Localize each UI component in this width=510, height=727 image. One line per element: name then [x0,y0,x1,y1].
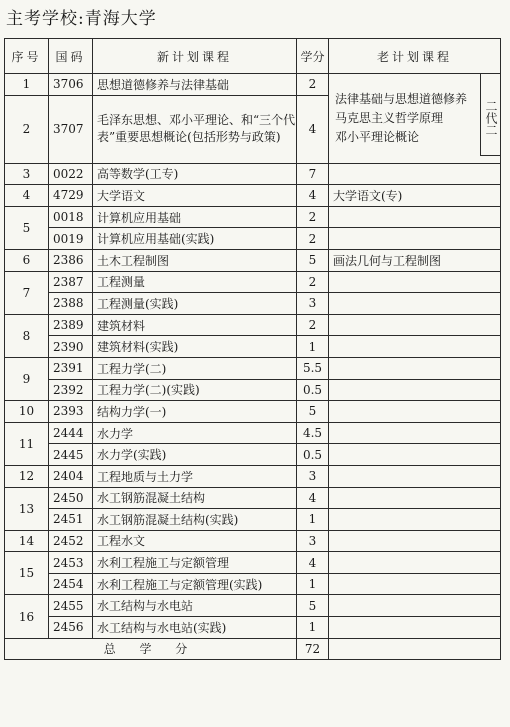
cell-course: 水工钢筋混凝土结构 [93,487,297,509]
cell-credit: 3 [297,530,329,552]
cell-course: 工程水文 [93,530,297,552]
cell-course: 水工结构与水电站(实践) [93,617,297,639]
table-row [5,530,501,552]
cell-code: 2452 [49,530,93,552]
cell-credit: 3 [297,293,329,315]
cell-code: 2389 [49,314,93,336]
cell-course: 水力学(实践) [93,444,297,466]
table-row [5,617,501,639]
cell-credit: 2 [297,314,329,336]
cell-course: 结构力学(一) [93,401,297,423]
cell-seq: 9 [5,357,49,400]
table-row [5,271,501,293]
cell-code: 2444 [49,422,93,444]
cell-old-course [329,228,501,250]
cell-old-course-group [329,74,501,164]
old-course-line: 邓小平理论概论 [335,130,420,144]
table-row [5,228,501,250]
cell-credit: 1 [297,509,329,531]
total-row [5,638,501,660]
table-row [5,163,501,185]
cell-course: 土木工程制图 [93,249,297,271]
cell-code: 2387 [49,271,93,293]
header-old-course: 老计划课程 [329,39,501,74]
cell-seq: 10 [5,401,49,423]
cell-course: 水力学 [93,422,297,444]
cell-code: 2455 [49,595,93,617]
cell-credit: 0.5 [297,379,329,401]
header-code: 国码 [49,39,93,74]
table-row [5,293,501,315]
table-row [5,422,501,444]
cell-old-course [329,163,501,185]
table-row [5,314,501,336]
cell-course: 高等数学(工专) [93,163,297,185]
cell-old-course [329,552,501,574]
cell-code: 0018 [49,206,93,228]
total-credits-label: 总 学 分 [5,638,297,660]
table-row [5,206,501,228]
cell-credit: 5 [297,249,329,271]
cell-course: 建筑材料 [93,314,297,336]
table-row [5,552,501,574]
cell-course: 水利工程施工与定额管理(实践) [93,573,297,595]
cell-seq: 14 [5,530,49,552]
cell-course: 工程测量 [93,271,297,293]
cell-code: 2456 [49,617,93,639]
cell-seq: 8 [5,314,49,357]
table-header-row [5,39,501,74]
table-row [5,509,501,531]
cell-seq: 7 [5,271,49,314]
cell-credit: 4 [297,95,329,163]
cell-seq: 3 [5,163,49,185]
cell-course: 水利工程施工与定额管理 [93,552,297,574]
cell-old-course [329,573,501,595]
cell-seq: 16 [5,595,49,638]
cell-credit: 4 [297,552,329,574]
old-course-line: 马克思主义哲学原理 [335,111,444,125]
cell-course: 工程力学(二)(实践) [93,379,297,401]
cell-code: 2393 [49,401,93,423]
cell-old-course [329,422,501,444]
cell-code: 2388 [49,293,93,315]
cell-old-course [329,271,501,293]
cell-old-course [329,401,501,423]
total-credits-value: 72 [297,638,329,660]
cell-seq: 6 [5,249,49,271]
cell-course: 毛泽东思想、邓小平理论、和“三个代表”重要思想概论(包括形势与政策) [93,95,297,163]
header-new-course: 新计划课程 [93,39,297,74]
table-row [5,336,501,358]
table-row [5,487,501,509]
cell-old-course [329,206,501,228]
cell-credit: 4 [297,185,329,207]
header-seq: 序号 [5,39,49,74]
cell-seq: 12 [5,465,49,487]
cell-course: 大学语文 [93,185,297,207]
cell-code: 0019 [49,228,93,250]
cell-credit: 4 [297,487,329,509]
cell-old-course [329,530,501,552]
cell-course: 工程力学(二) [93,357,297,379]
table-row [5,465,501,487]
cell-credit: 7 [297,163,329,185]
cell-old-course [329,444,501,466]
cell-old-course [329,638,501,660]
table-row [5,74,501,96]
cell-course: 水工钢筋混凝土结构(实践) [93,509,297,531]
cell-code: 0022 [49,163,93,185]
cell-code: 2454 [49,573,93,595]
cell-credit: 3 [297,465,329,487]
table-row [5,357,501,379]
cell-code: 3707 [49,95,93,163]
cell-old-course [329,595,501,617]
cell-credit: 1 [297,617,329,639]
cell-credit: 5 [297,401,329,423]
old-course-side-note: 二代二 [480,74,500,156]
cell-code: 2404 [49,465,93,487]
cell-code: 3706 [49,74,93,96]
cell-old-course [329,314,501,336]
cell-code: 2451 [49,509,93,531]
cell-credit: 4.5 [297,422,329,444]
cell-course: 计算机应用基础 [93,206,297,228]
cell-credit: 1 [297,573,329,595]
cell-seq: 15 [5,552,49,595]
page-title: 主考学校:青海大学 [6,9,157,29]
cell-credit: 2 [297,271,329,293]
cell-seq: 5 [5,206,49,249]
cell-old-course [329,357,501,379]
cell-old-course [329,336,501,358]
cell-old-course: 大学语文(专) [329,185,501,207]
cell-old-course [329,379,501,401]
cell-code: 2386 [49,249,93,271]
cell-seq: 11 [5,422,49,465]
cell-course: 工程测量(实践) [93,293,297,315]
cell-course: 工程地质与土力学 [93,465,297,487]
table-row [5,401,501,423]
cell-seq: 1 [5,74,49,96]
course-plan-table [4,38,501,660]
cell-credit: 5.5 [297,357,329,379]
cell-seq: 2 [5,95,49,163]
cell-credit: 1 [297,336,329,358]
cell-code: 2390 [49,336,93,358]
cell-credit: 2 [297,228,329,250]
cell-code: 2392 [49,379,93,401]
cell-old-course [329,487,501,509]
cell-code: 2445 [49,444,93,466]
cell-code: 2391 [49,357,93,379]
cell-credit: 2 [297,74,329,96]
cell-course: 思想道德修养与法律基础 [93,74,297,96]
cell-old-course [329,617,501,639]
cell-code: 2450 [49,487,93,509]
cell-credit: 5 [297,595,329,617]
cell-seq: 4 [5,185,49,207]
cell-seq: 13 [5,487,49,530]
cell-credit: 0.5 [297,444,329,466]
cell-course: 计算机应用基础(实践) [93,228,297,250]
cell-old-course [329,509,501,531]
table-row [5,379,501,401]
cell-code: 4729 [49,185,93,207]
cell-code: 2453 [49,552,93,574]
table-row [5,573,501,595]
table-row [5,595,501,617]
cell-course: 水工结构与水电站 [93,595,297,617]
table-row [5,249,501,271]
old-course-line: 法律基础与思想道德修养 [335,92,468,106]
table-row [5,444,501,466]
table-row [5,185,501,207]
cell-old-course [329,293,501,315]
cell-credit: 2 [297,206,329,228]
cell-old-course [329,465,501,487]
header-credit: 学分 [297,39,329,74]
cell-course: 建筑材料(实践) [93,336,297,358]
cell-old-course: 画法几何与工程制图 [329,249,501,271]
